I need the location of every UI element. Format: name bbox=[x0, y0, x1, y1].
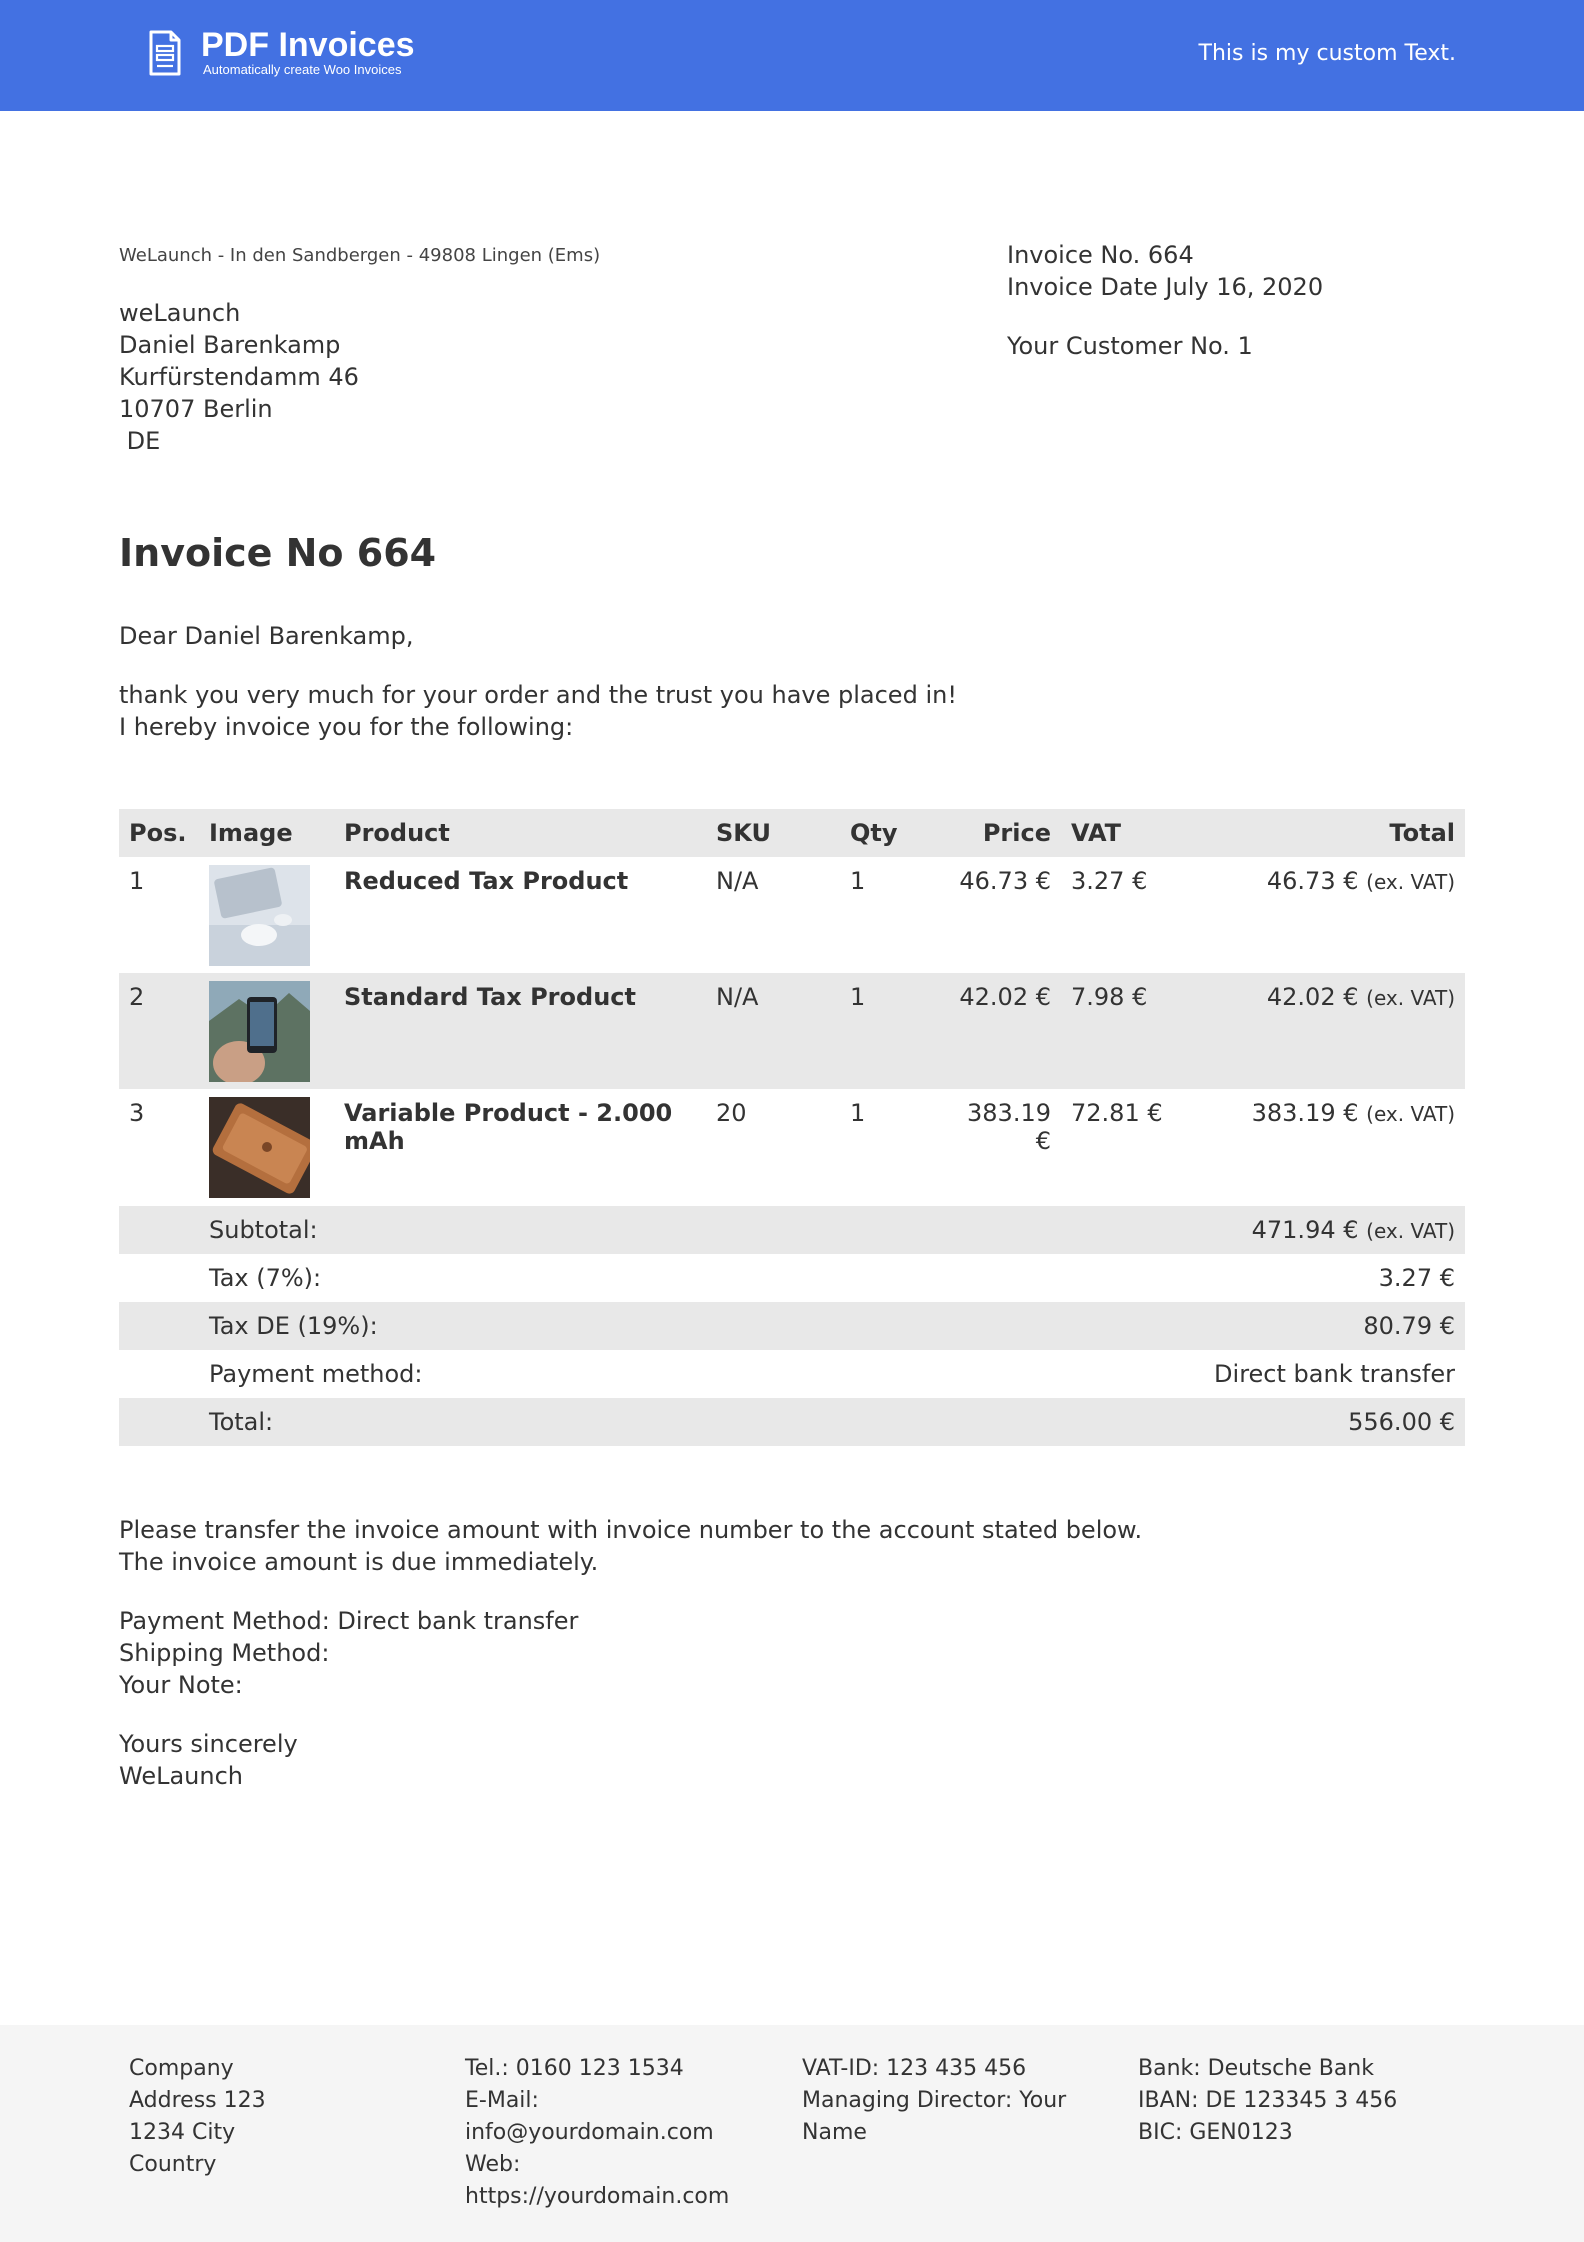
smartphone-product-image bbox=[209, 981, 310, 1082]
grand-total-label: Total: bbox=[199, 1398, 899, 1446]
footer-line: VAT-ID: 123 435 456 bbox=[802, 2056, 1027, 2081]
footer-line: Address 123 bbox=[129, 2088, 266, 2113]
footer-line: BIC: GEN0123 bbox=[1138, 2120, 1293, 2145]
invoice-items-table bbox=[119, 809, 1465, 1205]
invoice-number: Invoice No. 664 bbox=[1007, 241, 1194, 269]
row-qty: 1 bbox=[850, 867, 866, 895]
tax-reduced-row bbox=[119, 1254, 1465, 1302]
row-total-value: 46.73 € bbox=[1266, 867, 1359, 895]
tax-reduced-value: 3.27 € bbox=[1378, 1264, 1455, 1292]
totals-table bbox=[119, 1206, 1465, 1446]
document-icon bbox=[148, 30, 182, 76]
grand-total-row bbox=[119, 1398, 1465, 1446]
col-header-pos: Pos. bbox=[119, 809, 199, 857]
recipient-name: Daniel Barenkamp bbox=[119, 331, 341, 359]
col-header-total: Total bbox=[1206, 809, 1465, 857]
table-row bbox=[119, 1089, 1465, 1205]
tax-standard-label: Tax DE (19%): bbox=[199, 1302, 899, 1350]
footer-contact-column bbox=[465, 2053, 729, 2213]
row-vat: 72.81 € bbox=[1071, 1099, 1163, 1127]
payment-method-label: Payment method: bbox=[209, 1360, 423, 1388]
row-total-value: 383.19 € bbox=[1251, 1099, 1359, 1127]
row-total bbox=[1206, 857, 1465, 973]
footer-legal-column bbox=[802, 2053, 1066, 2149]
footer-line: Web: bbox=[465, 2152, 521, 2177]
transfer-note-line: The invoice amount is due immediately. bbox=[119, 1548, 599, 1576]
product-image bbox=[199, 973, 334, 1089]
row-vat: 7.98 € bbox=[1061, 973, 1206, 1089]
logo-title: PDF Invoices bbox=[201, 26, 415, 64]
footer-line: IBAN: DE 123345 3 456 bbox=[1138, 2088, 1398, 2113]
subtotal-value-cell bbox=[899, 1206, 1465, 1254]
subtotal-note: (ex. VAT) bbox=[1366, 1219, 1455, 1243]
footer-company-column bbox=[129, 2053, 266, 2181]
header-bar bbox=[0, 0, 1584, 111]
row-product: Standard Tax Product bbox=[334, 973, 706, 1089]
sender-address-line: WeLaunch - In den Sandbergen - 49808 Lingen (Ems) bbox=[119, 245, 601, 266]
tax-reduced-label: Tax (7%): bbox=[209, 1264, 322, 1292]
row-pos: 2 bbox=[119, 973, 199, 1089]
tax-standard-value: 80.79 € bbox=[899, 1302, 1465, 1350]
table-header-row bbox=[119, 809, 1465, 857]
invoice-title: Invoice No 664 bbox=[119, 531, 437, 575]
subtotal-label: Subtotal: bbox=[199, 1206, 899, 1254]
intro-line: thank you very much for your order and the trust you have placed in! bbox=[119, 681, 957, 709]
product-image bbox=[199, 857, 334, 973]
invoice-date: Invoice Date July 16, 2020 bbox=[1007, 273, 1324, 301]
subtotal-row bbox=[119, 1206, 1465, 1254]
subtotal-value: 471.94 € bbox=[1251, 1216, 1359, 1244]
row-product: Variable Product - 2.000 mAh bbox=[344, 1099, 673, 1155]
row-product: Reduced Tax Product bbox=[344, 867, 629, 895]
customer-number: Your Customer No. 1 bbox=[1007, 332, 1253, 360]
payment-method-text: Payment Method: Direct bank transfer bbox=[119, 1607, 579, 1635]
footer-line: Bank: Deutsche Bank bbox=[1138, 2056, 1374, 2081]
row-total bbox=[1206, 973, 1465, 1089]
row-sku: 20 bbox=[716, 1099, 747, 1127]
sign-off bbox=[119, 1728, 298, 1792]
col-header-image: Image bbox=[199, 809, 334, 857]
row-vat: 3.27 € bbox=[1071, 867, 1148, 895]
leather-powerbank-product-image bbox=[209, 1097, 310, 1198]
product-image bbox=[199, 1089, 334, 1205]
col-header-qty: Qty bbox=[840, 809, 937, 857]
sign-off-company: WeLaunch bbox=[119, 1762, 243, 1790]
intro-text bbox=[119, 679, 957, 743]
recipient-street: Kurfürstendamm 46 bbox=[119, 363, 359, 391]
row-total-note: (ex. VAT) bbox=[1366, 870, 1455, 894]
row-total-note: (ex. VAT) bbox=[1366, 1102, 1455, 1126]
payment-method-value: Direct bank transfer bbox=[1214, 1360, 1455, 1388]
footer-web-link[interactable]: https://yourdomain.com bbox=[465, 2184, 730, 2209]
col-header-price: Price bbox=[937, 809, 1061, 857]
footer-email-link[interactable]: info@yourdomain.com bbox=[465, 2120, 714, 2145]
table-row bbox=[119, 973, 1465, 1089]
row-price: 46.73 € bbox=[959, 867, 1051, 895]
row-pos: 1 bbox=[129, 867, 145, 895]
col-header-sku: SKU bbox=[706, 809, 840, 857]
row-total-note: (ex. VAT) bbox=[1366, 986, 1455, 1010]
row-pos: 3 bbox=[129, 1099, 145, 1127]
row-qty: 1 bbox=[850, 1099, 866, 1127]
shipping-method-text: Shipping Method: bbox=[119, 1639, 330, 1667]
footer-line: Managing Director: Your bbox=[802, 2088, 1067, 2113]
footer-line: Company bbox=[129, 2056, 234, 2081]
table-row bbox=[119, 857, 1465, 973]
footer-line: E-Mail: bbox=[465, 2088, 539, 2113]
col-header-vat: VAT bbox=[1061, 809, 1206, 857]
tax-standard-row bbox=[119, 1302, 1465, 1350]
footer-line: Tel.: 0160 123 1534 bbox=[465, 2056, 684, 2081]
invoice-meta bbox=[1007, 239, 1323, 362]
header-custom-text: This is my custom Text. bbox=[1198, 41, 1456, 66]
order-details bbox=[119, 1605, 578, 1701]
row-sku: N/A bbox=[706, 973, 840, 1089]
recipient-country: DE bbox=[119, 427, 161, 455]
col-header-product: Product bbox=[334, 809, 706, 857]
footer-bank-column bbox=[1138, 2053, 1397, 2149]
intro-line: I hereby invoice you for the following: bbox=[119, 713, 574, 741]
recipient-company: weLaunch bbox=[119, 299, 241, 327]
greeting: Dear Daniel Barenkamp, bbox=[119, 622, 414, 650]
footer-line: Country bbox=[129, 2152, 217, 2177]
footer-line: 1234 City bbox=[129, 2120, 236, 2145]
transfer-note bbox=[119, 1514, 1142, 1578]
payment-method-row bbox=[119, 1350, 1465, 1398]
row-qty: 1 bbox=[840, 973, 937, 1089]
row-price: 42.02 € bbox=[937, 973, 1061, 1089]
row-price: 383.19 € bbox=[967, 1099, 1051, 1155]
transfer-note-line: Please transfer the invoice amount with invoice number to the account stated below. bbox=[119, 1516, 1143, 1544]
recipient-city: 10707 Berlin bbox=[119, 395, 273, 423]
row-sku: N/A bbox=[716, 867, 759, 895]
grand-total-value: 556.00 € bbox=[899, 1398, 1465, 1446]
sign-off-line: Yours sincerely bbox=[119, 1730, 298, 1758]
footer-line: Name bbox=[802, 2120, 867, 2145]
logo-subtitle: Automatically create Woo Invoices bbox=[203, 62, 402, 77]
customer-note-text: Your Note: bbox=[119, 1671, 243, 1699]
row-total bbox=[1206, 1089, 1465, 1205]
row-total-value: 42.02 € bbox=[1266, 983, 1359, 1011]
recipient-address bbox=[119, 297, 359, 457]
earbuds-product-image bbox=[209, 865, 310, 966]
